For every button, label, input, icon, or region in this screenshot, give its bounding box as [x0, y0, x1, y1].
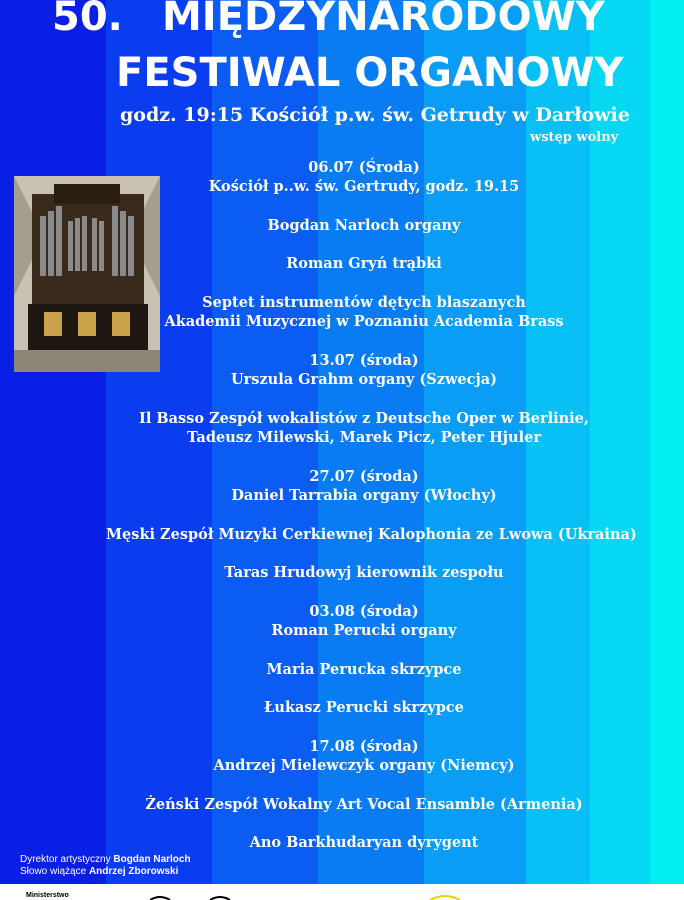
sponsor-logo-mark: [150, 894, 270, 900]
program-gap: [106, 235, 622, 254]
program-gap: [106, 814, 622, 833]
program-line: Roman Perucki organy: [271, 622, 457, 640]
program-line: Il Basso Zespół wokalistów z Deutsche Oper w Berlinie,: [139, 409, 589, 427]
sponsor-footer: [0, 884, 684, 900]
program-line: Bogdan Narloch organy: [267, 216, 461, 234]
program-line: Urszula Grahm organy (Szwecja): [231, 371, 497, 389]
program-line: 27.07 (środa): [309, 467, 419, 485]
program-line: Kościół p..w. św. Gertrudy, godz. 19.15: [208, 178, 520, 196]
host-credit: [20, 866, 191, 878]
program-line: Taras Hrudowyj kierownik zespołu: [224, 564, 504, 582]
admission-note: wstęp wolny: [530, 130, 619, 145]
program-line: Męski Zespół Muzyki Cerkiewnej Kalophonia ze Lwowa (Ukraina): [106, 525, 637, 543]
program-line: 13.07 (środa): [309, 351, 419, 369]
program-gap: [106, 583, 622, 602]
program-line: Ano Barkhudaryan dyrygent: [249, 834, 479, 852]
program-line: Akademii Muzycznej w Poznaniu Academia Brass: [164, 313, 564, 331]
venue-subtitle: godz. 19:15 Kościół p.w. św. Getrudy w Darłowie: [120, 104, 630, 126]
credits: [20, 854, 191, 878]
director-label: Dyrektor artystyczny: [20, 854, 111, 865]
program-line: Septet instrumentów dętych blaszanych: [202, 294, 526, 312]
program-line: Tadeusz Milewski, Marek Picz, Peter Hjuler: [187, 429, 541, 447]
director-credit: [20, 854, 191, 866]
program-gap: [106, 718, 622, 737]
program-line: Daniel Tarrabia organy (Włochy): [231, 487, 497, 505]
program-line: Roman Gryń trąbki: [286, 255, 442, 273]
program-gap: [106, 332, 622, 351]
program-gap: [106, 640, 622, 659]
title-line-1: MIĘDZYNARODOWY: [162, 0, 605, 40]
program-list: [106, 158, 637, 853]
festival-edition-title: [52, 0, 605, 40]
program-gap: [106, 390, 622, 409]
host-name: Andrzej Zborowski: [88, 866, 179, 877]
program-line: Łukasz Perucki skrzypce: [264, 699, 464, 717]
program-gap: [106, 197, 622, 216]
program-line: 17.08 (środa): [309, 737, 419, 755]
program-line: 06.07 (Środa): [308, 159, 420, 176]
program-gap: [106, 544, 622, 563]
director-name: Bogdan Narloch: [113, 854, 191, 865]
program-line: Andrzej Mielewczyk organy (Niemcy): [213, 757, 515, 775]
program-gap: [106, 274, 622, 293]
program-line: 03.08 (środa): [309, 602, 419, 620]
ministry-logo-text: Ministerstwo: [26, 892, 69, 899]
program-gap: [106, 776, 622, 795]
program-gap: [106, 447, 622, 466]
edition-number: 50.: [52, 0, 123, 40]
program-line: Maria Perucka skrzypce: [266, 660, 462, 678]
program-gap: [106, 679, 622, 698]
sponsor-logo-mark-2: [430, 892, 460, 900]
host-label: Słowo wiążące: [20, 866, 87, 877]
program-gap: [106, 505, 622, 524]
title-line-2: FESTIWAL ORGANOWY: [116, 50, 624, 96]
program-line: Żeński Zespół Wokalny Art Vocal Ensamble (Armenia): [145, 795, 583, 813]
